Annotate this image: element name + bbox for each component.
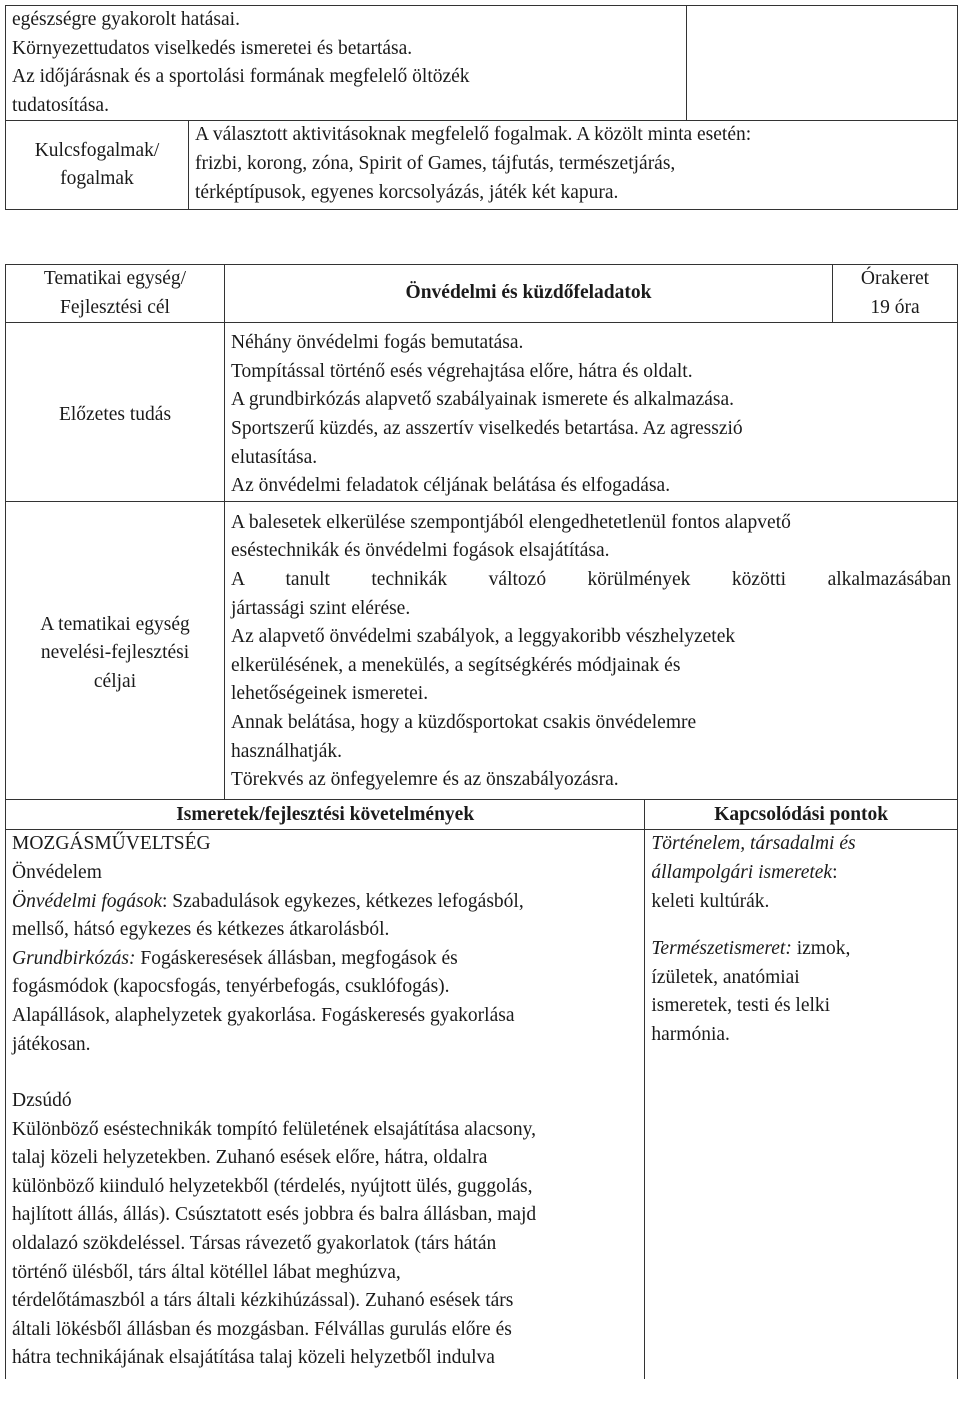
subsection-title: Önvédelem [12,861,102,883]
goals-line: Az időjárásnak és a sportolási formának megfelelő öltözék [12,66,470,88]
req-text: : Szabadulások egykezes, kétkezes lefogásból, [162,890,524,912]
prior-knowledge-label-text: Előzetes tudás [58,403,172,425]
req-text: Fogáskeresések állásban, megfogások és [135,947,458,969]
req-line: Alapállások, alaphelyzetek gyakorlása. Fogáskeresés gyakorlása [12,1004,515,1026]
conn-line: ismeretek, testi és lelki [651,995,831,1017]
aims-line: Annak belátása, hogy a küzdősportokat csakis önvédelemre [231,711,697,733]
dzsudo-line: talaj közeli helyzetekben. Zuhanó esések előre, hátra, oldalra [12,1147,488,1169]
aims-line: lehetőségeinek ismeretei. [231,683,429,705]
req-line: fogásmódok (kapocsfogás, tenyérbefogás, csuklófogás). [12,976,450,998]
aims-line: használhatják. [231,740,342,762]
aims-label-line: céljai [93,671,137,693]
dzsudo-line: Különböző eséstechnikák tompító felületének elsajátítása alacsony, [12,1118,536,1140]
aims-cell [225,501,958,799]
conn-line: ízületek, anatómiai [651,966,800,988]
req-term: Önvédelmi fogások [12,890,163,912]
requirements-header [6,799,645,830]
dzsudo-line: különböző kiinduló helyzetekből (térdelés, nyújtott ülés, guggolás, [12,1175,533,1197]
dzsudo-line: általi lökésből állásban és mozgásban. Félvállas gurulás előre és [12,1318,512,1340]
conn-text: : [832,861,838,883]
req-line [12,888,638,917]
aims-line: A tanult technikák változó körülmények közötti alkalmazásában [231,568,951,590]
aims-label [6,501,225,799]
conn-term: állampolgári ismeretek [651,861,833,883]
section-title: MOZGÁSMŰVELTSÉG [12,833,211,855]
prior-knowledge-label [6,323,225,502]
key-concepts-label-line: fogalmak [60,168,134,190]
prior-line: elutasítása. [231,446,318,468]
key-concepts-line: frizbi, korong, zóna, Spirit of Games, tájfutás, természetjárás, [195,152,676,174]
key-concepts-label [6,121,189,210]
goals-line: egészségre gyakorolt hatásai. [12,9,240,30]
unit-label-cell [6,265,225,323]
prior-line: Az önvédelmi feladatok céljának belátása és elfogadása. [231,475,671,497]
conn-text: izmok, [791,938,851,960]
conn-line [651,859,951,888]
key-concepts-cell [189,121,958,210]
hours-label: Órakeret [860,268,930,289]
unit-label-line: Fejlesztési cél [60,296,170,318]
unit-title [225,265,833,323]
dzsudo-line: oldalazó szökdeléssel. Társas rávezető gyakorlatok (társ hátán [12,1233,497,1255]
goals-line: Környezettudatos viselkedés ismeretei és betartása. [12,37,413,59]
spacer [12,1059,638,1087]
unit-title-text: Önvédelmi és küzdőfeladatok [405,282,652,304]
aims-label-line: A tematikai egység [40,613,190,635]
connections-cell [645,830,958,1379]
goals-line: tudatosítása. [12,94,109,116]
key-concepts-label-line: Kulcsfogalmak/ [34,139,160,161]
goals-cell [6,6,687,121]
key-concepts-line: térképtípusok, egyenes korcsolyázás, játék két kapura. [195,181,619,203]
key-concepts-line: A választott aktivitásoknak megfelelő fogalmak. A közölt minta esetén: [195,124,752,146]
prior-line: A grundbirkózás alapvető szabályainak ismerete és alkalmazása. [231,389,735,411]
hours-value: 19 óra [870,296,920,318]
dzsudo-line: térdelőtámaszból a társ általi kézkihúzással). Zuhanó esések társ [12,1290,514,1312]
req-line [12,945,638,974]
aims-line: Törekvés az önfegyelemre és az önszabályozásra. [231,769,619,791]
prior-knowledge-cell [225,323,958,502]
aims-line: elkerülésének, a menekülés, a segítségkérés módjainak és [231,654,681,676]
req-line: játékosan. [12,1033,91,1055]
conn-line: harmónia. [651,1023,730,1045]
prior-line: Néhány önvédelmi fogás bemutatása. [231,332,524,354]
aims-line: A balesetek elkerülése szempontjából elengedhetetlenül fontos alapvető [231,511,791,533]
dzsudo-title: Dzsúdó [12,1090,72,1112]
aims-line: Az alapvető önvédelmi szabályok, a leggyakoribb vészhelyzetek [231,626,736,648]
connections-header [645,799,958,830]
aims-line: eséstechnikák és önvédelmi fogások elsajátítása. [231,540,610,562]
conn-line: keleti kultúrák. [651,890,770,912]
prior-line: Sportszerű küzdés, az asszertív viselkedés betartása. Az agresszió [231,417,743,439]
unit-label-line: Tematikai egység/ [43,268,187,289]
aims-line: jártassági szint elérése. [231,597,411,619]
dzsudo-line: hátra technikájának elsajátítása talaj közeli helyzetből indulva [12,1347,495,1369]
conn-term: Természetismeret: [651,938,792,960]
empty-cell [687,6,958,121]
connections-header-text: Kapcsolódási pontok [714,803,889,825]
conn-line: Történelem, társadalmi és [651,833,856,855]
unit-table [5,264,958,1379]
spacer [651,916,951,935]
hours-cell [833,265,958,323]
prior-line: Tompítással történő esés végrehajtása előre, hátra és oldalt. [231,360,693,382]
requirements-header-text: Ismeretek/fejlesztési követelmények [176,803,475,825]
dzsudo-line: hajlított állás, állás). Csúsztatott esés jobbra és balra állásban, majd [12,1204,537,1226]
previous-unit-table [5,5,958,210]
req-line: mellső, hátsó egykezes és kétkezes átkarolásból. [12,919,390,941]
dzsudo-line: történő ülésből, társ által kötéllel lábat meghúzva, [12,1261,401,1283]
requirements-cell [6,830,645,1379]
aims-label-line: nevelési-fejlesztési [40,642,190,664]
req-term: Grundbirkózás: [12,947,136,969]
conn-line [651,935,951,964]
